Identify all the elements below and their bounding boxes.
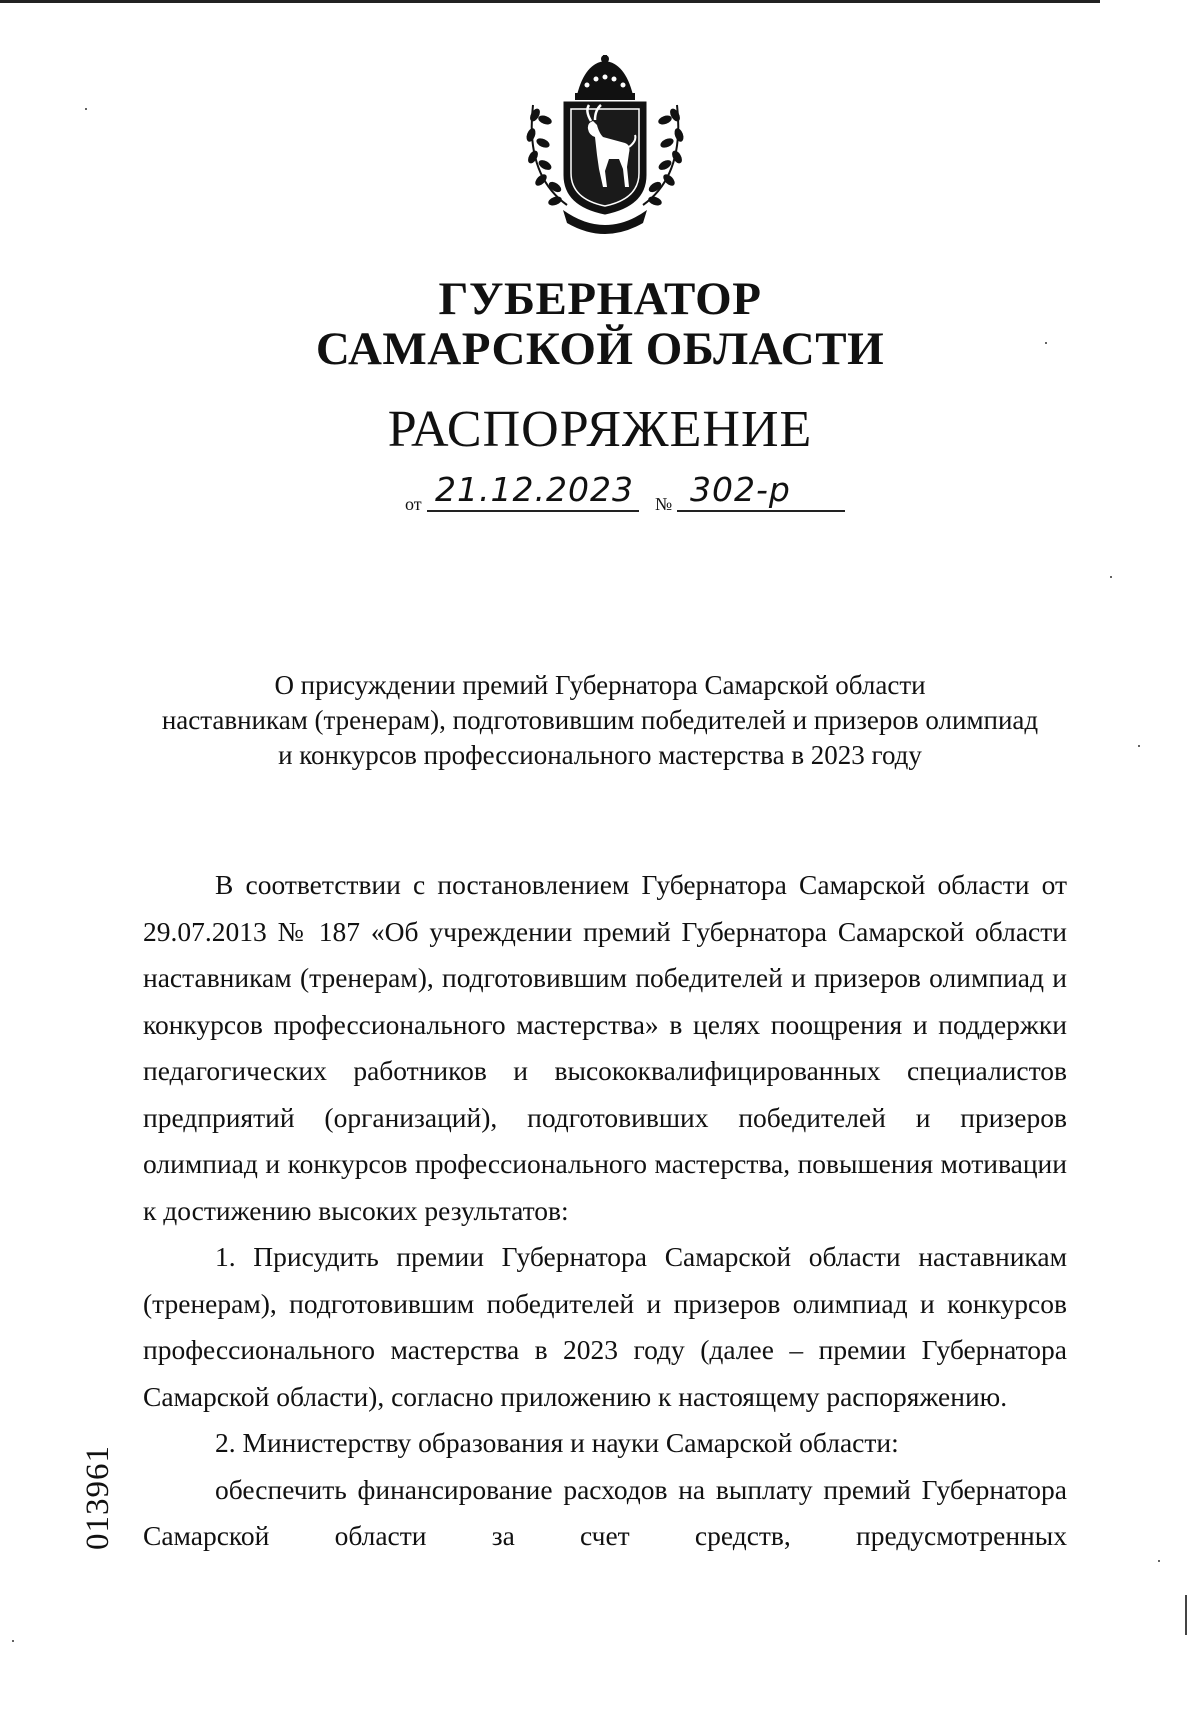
scan-edge-mark (1185, 1595, 1187, 1635)
scan-speck (85, 108, 87, 110)
margin-serial-number: 013961 (80, 1445, 116, 1550)
document-body (143, 862, 1067, 1560)
body-paragraph-item-2: 2. Министерству образования и науки Самарской области: (215, 1427, 899, 1458)
subject-line: и конкурсов профессионального мастерства в 2023 году (278, 740, 922, 770)
number-label: № (655, 494, 673, 514)
date-underline (427, 510, 639, 512)
scan-speck (1138, 745, 1140, 747)
samara-coat-of-arms-icon (515, 55, 695, 240)
scan-speck (1045, 342, 1047, 344)
document-subject (150, 668, 1050, 773)
scan-speck (1158, 1560, 1160, 1562)
subject-line: О присуждении премий Губернатора Самарской области (274, 670, 926, 700)
document-date-number-row (405, 470, 845, 518)
scan-top-border (0, 0, 1100, 3)
scan-speck (12, 1640, 14, 1642)
scan-speck (1110, 576, 1112, 578)
date-label: от (405, 494, 422, 514)
crown-icon (575, 55, 635, 100)
subject-line: наставникам (тренерам), подготовившим победителей и призеров олимпиад (161, 705, 1039, 735)
number-underline (677, 510, 845, 512)
document-type-title: РАСПОРЯЖЕНИЕ (387, 401, 813, 458)
authority-title-line1: ГУБЕРНАТОР (438, 273, 762, 325)
body-paragraph-preamble: В соответствии с постановлением Губернатора Самарской области от 29.07.2013 № 187 «Об учреждении премий Губернатора Самарской области наставникам (тренерам), подготовившим победителей и призеров олимпиад и конкурсов профессионального мастерства» в целях поощрения и поддержки педагогических работников и высококвалифицированных специалистов предприятий (организаций), подготовивших победителей и призеров олимпиад и конкурсов профессионального мастерства, повышения мотивации к достижению высоких результатов: (143, 869, 1067, 1226)
body-paragraph-item-2-text: обеспечить финансирование расходов на выплату премий Губернатора Самарской области за счет средств, предусмотренных (143, 1473, 1067, 1551)
authority-title-line2: САМАРСКОЙ ОБЛАСТИ (315, 323, 885, 375)
body-paragraph-item-1: 1. Присудить премии Губернатора Самарской области наставникам (тренерам), подготовившим победителей и призеров олимпиад и конкурсов профессионального мастерства в 2023 году (далее – премии Губернатора Самарской области), согласно приложению к настоящему распоряжению. (143, 1241, 1067, 1412)
handwritten-date: 21.12.2023 (435, 470, 634, 509)
oak-wreath-left (525, 105, 567, 207)
handwritten-number: 302-р (690, 470, 791, 509)
oak-wreath-right (643, 105, 685, 207)
